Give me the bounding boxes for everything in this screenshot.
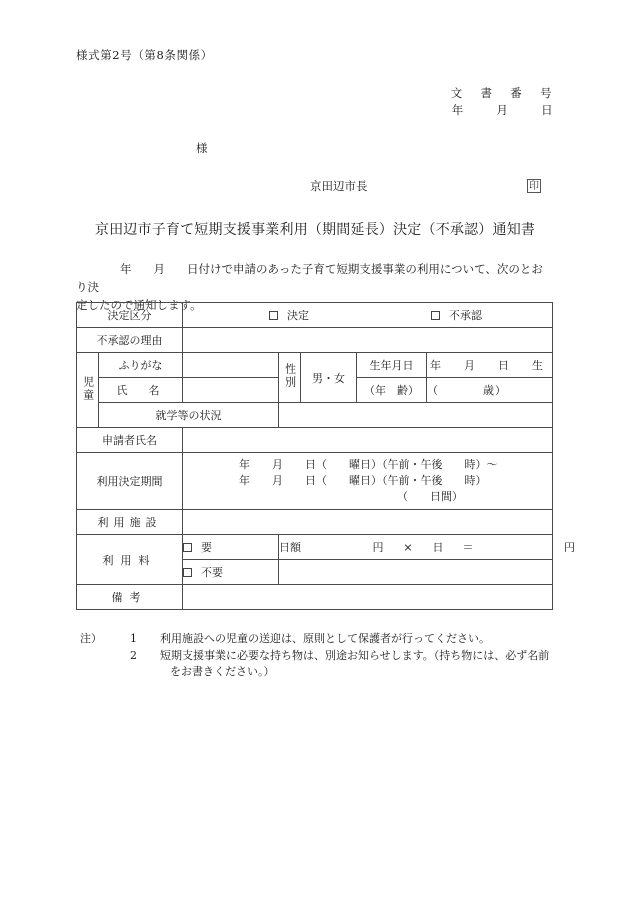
fee-equals-sign: ＝ [462,541,474,554]
remarks-input[interactable] [183,585,553,610]
notification-form-table [76,302,575,610]
table-row-school-status [77,403,553,428]
child-section-label: 児童 [77,353,99,428]
checkbox-icon[interactable] [183,543,192,552]
decision-option-approve[interactable] [269,307,431,323]
table-row-fee-required [77,535,553,560]
gender-label: 性別 [279,353,301,403]
rejection-reason-input[interactable] [183,328,553,353]
table-row-rejection-reason [77,328,553,353]
footnote-item [76,631,566,648]
fee-yen-unit: 円 [372,541,384,554]
table-row-remarks [77,585,553,610]
applicant-name-label: 申請者氏名 [77,428,183,453]
school-status-input[interactable] [279,403,553,428]
fee-label: 利用料 [77,535,183,585]
remarks-label: 備考 [77,585,183,610]
gender-value[interactable]: 男・女 [301,353,357,403]
age-unit: 歳） [483,384,507,397]
table-row-decision-category [77,303,553,328]
age-value[interactable] [427,378,553,403]
footnote-text: 短期支援事業に必要な持ち物は、別途お知らせします。（持ち物には、必ず名前 [160,648,550,662]
footnote-tag-spacer [76,648,114,665]
applicant-name-input[interactable] [183,428,553,453]
age-open-paren: （ [427,384,439,397]
seal-icon: 印 [529,181,539,192]
fee-required-option[interactable] [183,535,279,560]
intro-rest: 日付けで申請のあった子育て短期支援事業の利用について、次のとおり決 [76,262,543,294]
table-row-facility [77,510,553,535]
decision-option-approve-label: 決定 [287,309,309,322]
footnote-item [76,648,566,665]
birthdate-value[interactable]: 年 月 日 生 [427,353,553,378]
checkbox-icon[interactable] [269,311,278,320]
checkbox-icon[interactable] [183,568,192,577]
fee-calculation[interactable] [279,535,575,560]
child-name-input[interactable] [183,378,279,403]
usage-period-value[interactable] [183,453,553,510]
table-row-applicant-name [77,428,553,453]
form-code: 様式第2号（第8条関係） [76,48,213,62]
age-label: （年 齢） [357,378,427,403]
page-title: 京田辺市子育て短期支援事業利用（期間延長）決定（不承認）通知書 [94,222,536,238]
school-status-label: 就学等の状況 [99,403,279,428]
birthdate-label: 生年月日 [357,353,427,378]
footnote-text: 利用施設への児童の送迎は、原則として保護者が行ってください。 [160,632,490,645]
footnote-tag: 注） [80,632,102,645]
fee-times-sign: × [403,541,413,554]
document-date-label: 年 月 日 [451,103,556,117]
facility-input[interactable] [183,510,553,535]
facility-label: 利用施設 [77,510,183,535]
fee-total-yen: 円 [564,541,575,554]
decision-category-label: 決定区分 [77,303,183,328]
intro-month: 月 [153,262,165,276]
footnote-number: 2 [130,648,137,662]
addressee-suffix: 様 [196,141,208,155]
table-row-usage-period [77,453,553,510]
child-name-label: 氏 名 [99,378,183,403]
issuer-row [310,178,555,194]
fee-daily-label: 日額 [279,541,301,554]
issuer-name: 京田辺市長 [310,179,368,193]
rejection-reason-label: 不承認の理由 [77,328,183,353]
usage-period-line1: 年 月 日（ 曜日）（午前・午後 時）～ [239,458,498,471]
furigana-label: ふりがな [99,353,183,378]
usage-period-line3: （ 日間） [397,490,463,503]
document-number-label: 文 書 番 号 [450,86,555,100]
fee-not-required-label: 不要 [201,566,223,579]
footnote-continuation: をお書きください。） [170,665,275,678]
usage-period-label: 利用決定期間 [77,453,183,510]
footnote-number: 1 [130,632,137,645]
fee-not-required-blank[interactable] [279,560,553,585]
fee-not-required-option[interactable] [183,560,279,585]
footnotes [76,631,566,681]
intro-year: 年 [120,262,132,276]
fee-days-unit: 日 [432,541,444,554]
furigana-input[interactable] [183,353,279,378]
table-row-child-furigana [77,353,553,378]
decision-option-reject[interactable] [431,307,482,323]
fee-required-label: 要 [201,541,212,554]
decision-option-reject-label: 不承認 [449,309,482,322]
decision-category-value [183,303,553,328]
intro-line2: 定したので通知します。 [76,298,202,312]
usage-period-line2: 年 月 日（ 曜日）（午前・午後 時） [239,474,487,487]
document-number-block [451,85,556,119]
checkbox-icon[interactable] [431,311,440,320]
